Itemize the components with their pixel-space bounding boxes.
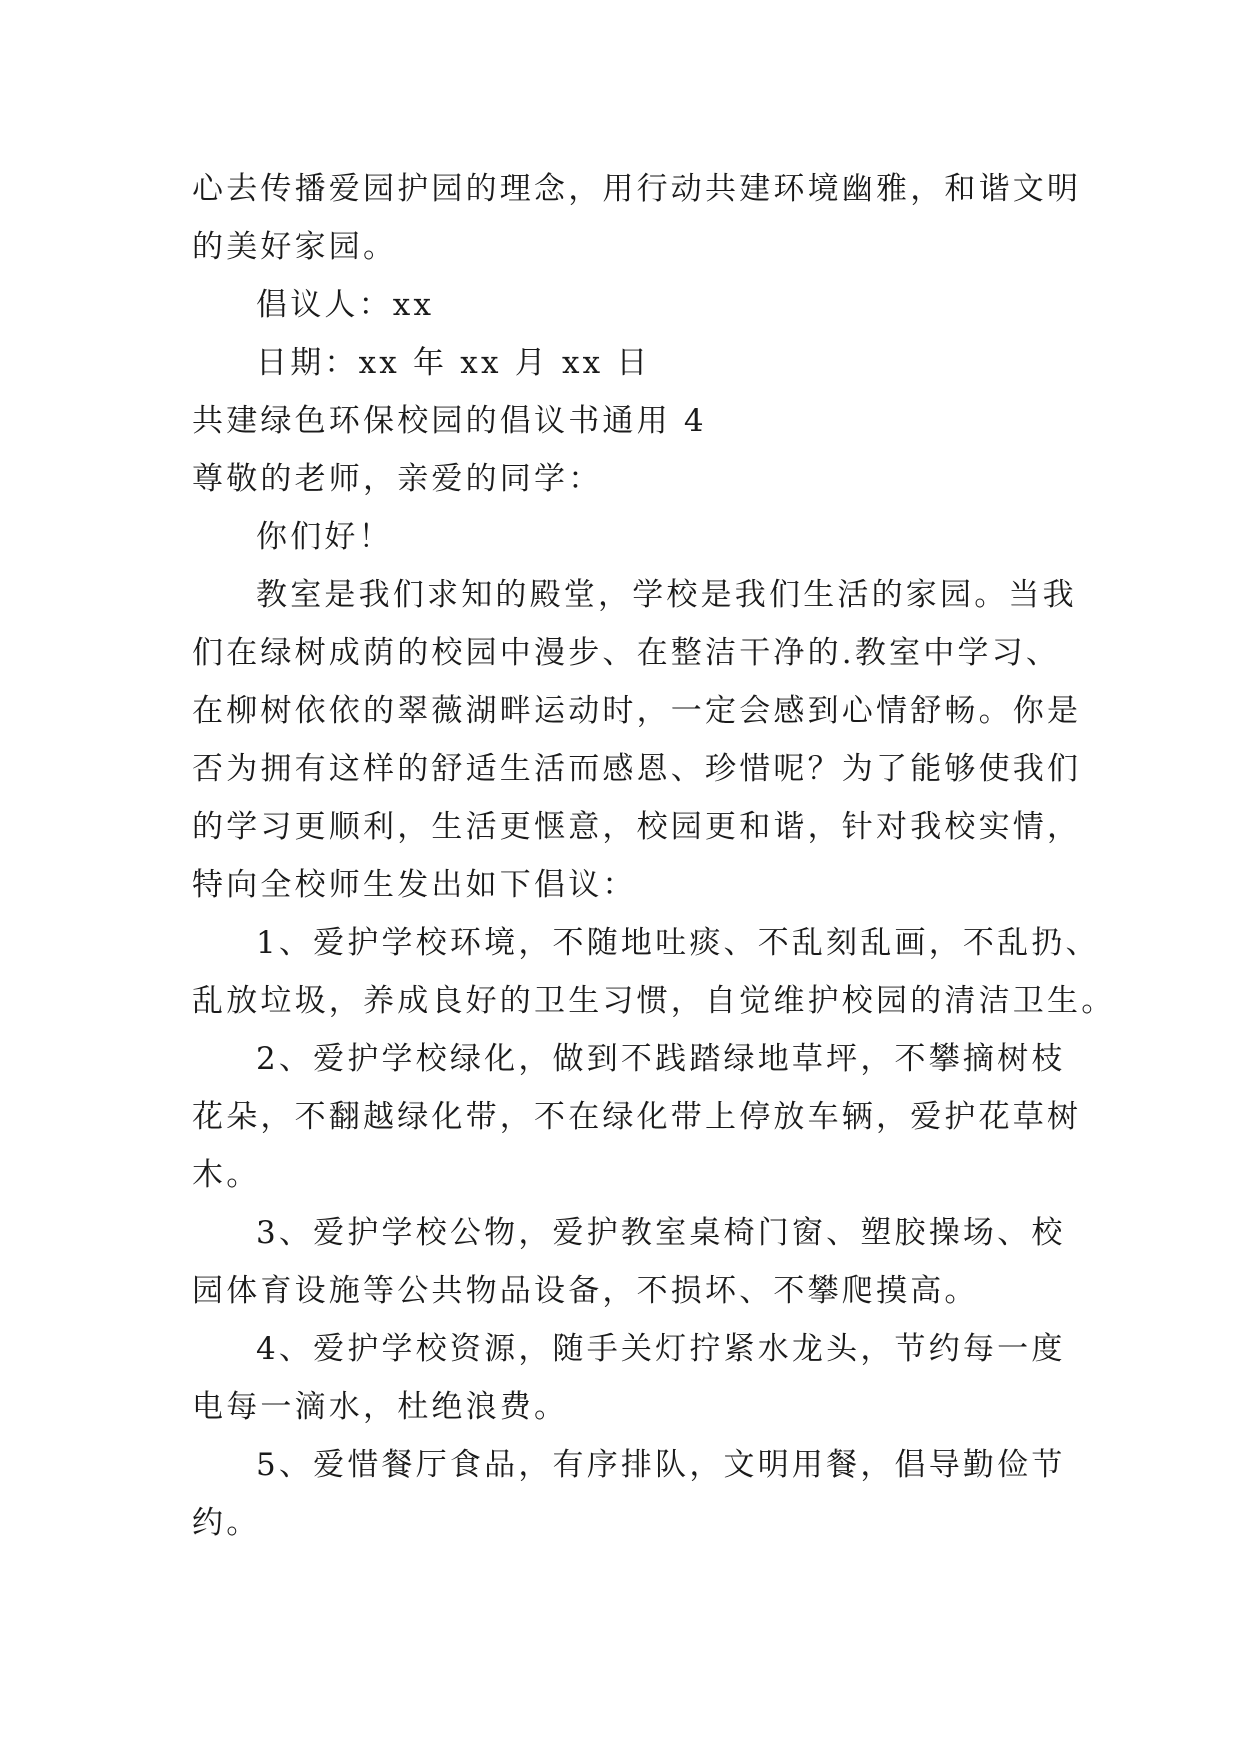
text-line: 心去传播爱园护园的理念，用行动共建环境幽雅，和谐文明 bbox=[192, 171, 1082, 207]
text-line: 乱放垃圾，养成良好的卫生习惯，自觉维护校园的清洁卫生。 bbox=[192, 983, 1116, 1019]
text-line: 约。 bbox=[192, 1505, 261, 1541]
greeting: 你们好！ bbox=[256, 519, 393, 555]
text-line: 特向全校师生发出如下倡议： bbox=[192, 867, 637, 903]
text-line: 在柳树依依的翠薇湖畔运动时，一定会感到心情舒畅。你是 bbox=[192, 693, 1082, 729]
text-line: 园体育设施等公共物品设备，不损坏、不攀爬摸高。 bbox=[192, 1273, 979, 1309]
text-line: 木。 bbox=[192, 1157, 261, 1193]
proposal-item: 2、爱护学校绿化，做到不践踏绿地草坪，不攀摘树枝 bbox=[256, 1041, 1066, 1077]
text-line: 们在绿树成荫的校园中漫步、在整洁干净的.教室中学习、 bbox=[192, 635, 1061, 671]
proposer-line: 倡议人：xx bbox=[256, 287, 435, 323]
text-line: 否为拥有这样的舒适生活而感恩、珍惜呢？为了能够使我们 bbox=[192, 751, 1082, 787]
date-line: 日期：xx 年 xx 月 xx 日 bbox=[256, 345, 651, 381]
text-line: 电每一滴水，杜绝浪费。 bbox=[192, 1389, 569, 1425]
proposal-item: 3、爱护学校公物，爱护教室桌椅门窗、塑胶操场、校 bbox=[256, 1215, 1066, 1251]
proposal-item: 5、爱惜餐厅食品，有序排队，文明用餐，倡导勤俭节 bbox=[256, 1447, 1066, 1483]
text-line: 的美好家园。 bbox=[192, 229, 398, 265]
salutation: 尊敬的老师，亲爱的同学： bbox=[192, 461, 603, 497]
proposal-item: 4、爱护学校资源，随手关灯拧紧水龙头，节约每一度 bbox=[256, 1331, 1066, 1367]
text-line: 花朵，不翻越绿化带，不在绿化带上停放车辆，爱护花草树 bbox=[192, 1099, 1082, 1135]
text-line: 的学习更顺利，生活更惬意，校园更和谐，针对我校实情， bbox=[192, 809, 1082, 845]
proposal-item: 1、爱护学校环境，不随地吐痰、不乱刻乱画，不乱扔、 bbox=[256, 925, 1100, 961]
text-line: 教室是我们求知的殿堂，学校是我们生活的家园。当我 bbox=[256, 577, 1077, 613]
document-body bbox=[192, 160, 1116, 1552]
section-title: 共建绿色环保校园的倡议书通用 4 bbox=[192, 403, 707, 439]
